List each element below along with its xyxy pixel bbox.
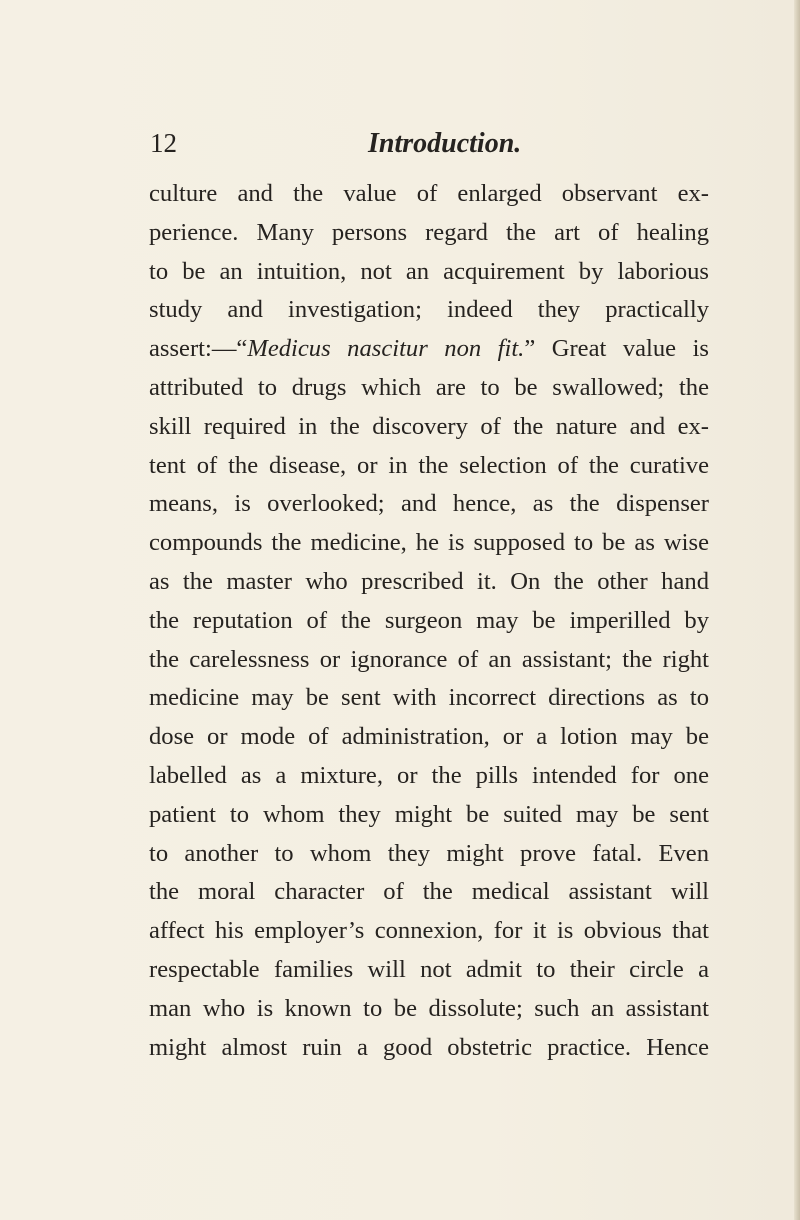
text-line-12: the reputation of the surgeon may be imperilled by <box>149 606 709 634</box>
text-line-5-start: assert:—“ <box>149 335 248 363</box>
page-number: 12 <box>150 128 177 158</box>
text-line-8: tent of the disease, or in the selection of the curative <box>149 451 709 479</box>
text-line-18: to another to whom they might prove fatal. Even <box>149 839 709 867</box>
text-line-13: the carelessness or ignorance of an assistant; the right <box>149 645 709 673</box>
latin-quote: Medicus nascitur non fit. <box>247 335 525 363</box>
text-line-5-end: ” Great value is <box>524 335 709 363</box>
text-line-23: might almost ruin a good obstetric practice. Hence <box>149 1033 709 1061</box>
running-head: Introduction. <box>368 128 522 159</box>
page-header <box>150 128 650 164</box>
page-edge-shadow <box>794 0 800 1220</box>
text-line-2: perience. Many persons regard the art of healing <box>149 218 709 246</box>
text-line-14: medicine may be sent with incorrect directions as to <box>149 684 709 712</box>
text-line-9: means, is overlooked; and hence, as the dispenser <box>149 490 709 518</box>
text-line-7: skill required in the discovery of the nature and ex- <box>149 412 709 440</box>
text-line-11: as the master who prescribed it. On the other hand <box>149 567 709 595</box>
text-line-16: labelled as a mixture, or the pills intended for one <box>149 761 709 789</box>
text-line-21: respectable families will not admit to their circle a <box>149 955 709 983</box>
text-line-15: dose or mode of administration, or a lotion may be <box>149 723 709 751</box>
text-line-1: culture and the value of enlarged observant ex- <box>149 180 709 207</box>
text-line-4: study and investigation; indeed they practically <box>149 296 709 324</box>
text-line-22: man who is known to be dissolute; such an assistant <box>149 994 709 1022</box>
text-line-3: to be an intuition, not an acquirement by laborious <box>149 257 709 285</box>
text-line-19: the moral character of the medical assistant will <box>149 878 709 906</box>
text-line-10: compounds the medicine, he is supposed to be as wise <box>149 529 709 557</box>
text-line-20: affect his employer’s connexion, for it is obvious that <box>149 917 709 945</box>
text-line-6: attributed to drugs which are to be swallowed; the <box>149 373 709 401</box>
text-line-17: patient to whom they might be suited may be sent <box>149 800 709 828</box>
body-text <box>149 175 709 1067</box>
text-line-5 <box>149 330 709 369</box>
